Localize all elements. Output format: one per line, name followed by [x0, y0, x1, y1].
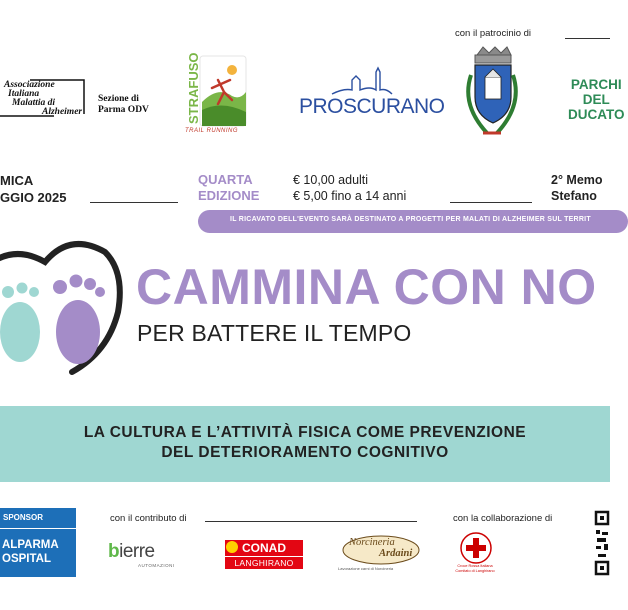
edition-line1: QUARTA: [198, 172, 253, 187]
red-cross-icon: [459, 531, 493, 565]
bierre-b: b: [108, 541, 120, 562]
memorial-line2: Stefano: [551, 189, 597, 203]
date-line1: MICA: [0, 173, 34, 188]
event-subtitle: PER BATTERE IL TEMPO: [137, 320, 412, 346]
red-cross-line2: Comitato di Langhirano: [455, 569, 495, 573]
aima-section: [98, 94, 149, 116]
aima-section-line2: Parma ODV: [98, 105, 149, 115]
qr-code-icon: [594, 510, 610, 578]
norcineria-line1: Norcineria: [349, 537, 395, 548]
patrocinio-divider: [565, 38, 610, 39]
aima-line1: Associazione: [4, 80, 55, 90]
aima-line2: Italiana: [8, 89, 40, 99]
conad-name: CONAD: [242, 541, 286, 555]
conad-bottom: LANGHIRANO: [225, 556, 303, 569]
bierre-logo: [108, 541, 155, 563]
sponsor-name: [2, 538, 59, 566]
red-cross-caption: [452, 564, 498, 574]
event-date: [0, 172, 66, 206]
sponsor-label: SPONSOR: [3, 513, 44, 522]
aima-line4: Alzheimer: [42, 107, 83, 117]
memorial-label: [551, 172, 603, 204]
patrocinio-label: con il patrocinio di: [455, 28, 532, 39]
heart-footprints-icon: [0, 232, 130, 382]
strafuso-name: STRAFUSO: [186, 52, 201, 124]
bierre-rest: ierre: [119, 541, 155, 562]
parchi-line2: DEL: [582, 92, 610, 107]
price-child: € 5,00 fino a 14 anni: [293, 189, 407, 203]
date-divider: [90, 202, 178, 203]
aima-line3: Malattia di: [12, 98, 56, 108]
edition-label: [198, 172, 259, 204]
norcineria-logo: [341, 534, 421, 570]
date-line2: GGIO 2025: [0, 190, 67, 205]
price-adult: € 10,00 adulti: [293, 173, 369, 187]
contributo-label: con il contributo di: [110, 513, 187, 524]
sponsor-name-line2: OSPITAL: [2, 553, 51, 565]
memorial-line1: 2° Memo: [551, 173, 603, 187]
red-cross-line1: Croce Rossa Italiana: [457, 564, 493, 568]
proceeds-note: IL RICAVATO DELL'EVENTO SARÀ DESTINATO A PROGETTI PER MALATI DI ALZHEIMER SUL TERRIT: [230, 216, 591, 223]
event-title: CAMMINA CON NO: [136, 259, 597, 315]
aima-section-line1: Sezione di: [98, 94, 139, 104]
sponsor-name-line1: ALPARMA: [2, 539, 59, 551]
conad-logo: [225, 540, 303, 569]
slogan-line1: LA CULTURA E L’ATTIVITÀ FISICA COME PREVENZIONE: [83, 424, 527, 441]
proscurano-logo: PROSCURANO: [299, 95, 445, 118]
strafuso-tagline: TRAIL RUNNING: [185, 128, 239, 134]
price-list: [293, 172, 406, 204]
slogan-line2: DEL DETERIORAMENTO COGNITIVO: [161, 444, 449, 461]
edition-line2: EDIZIONE: [198, 188, 260, 203]
parchi-line3: DUCATO: [568, 107, 625, 122]
parchi-ducato-logo: [568, 77, 625, 122]
bierre-tagline: AUTOMAZIONI: [138, 563, 175, 568]
sponsor-divider: [0, 528, 76, 529]
sun-icon: [226, 541, 238, 553]
collaborazione-label: con la collaborazione di: [453, 513, 553, 524]
municipal-crest-icon: [455, 45, 529, 145]
norcineria-line2: Ardaini: [379, 548, 413, 559]
aima-logo: [0, 78, 86, 118]
contributo-divider: [205, 521, 417, 522]
norcineria-subtitle: Lavorazione carni di Norcineria: [338, 566, 394, 571]
village-skyline-icon: [330, 66, 394, 96]
price-divider: [450, 202, 532, 203]
parchi-line1: PARCHI: [570, 77, 622, 92]
